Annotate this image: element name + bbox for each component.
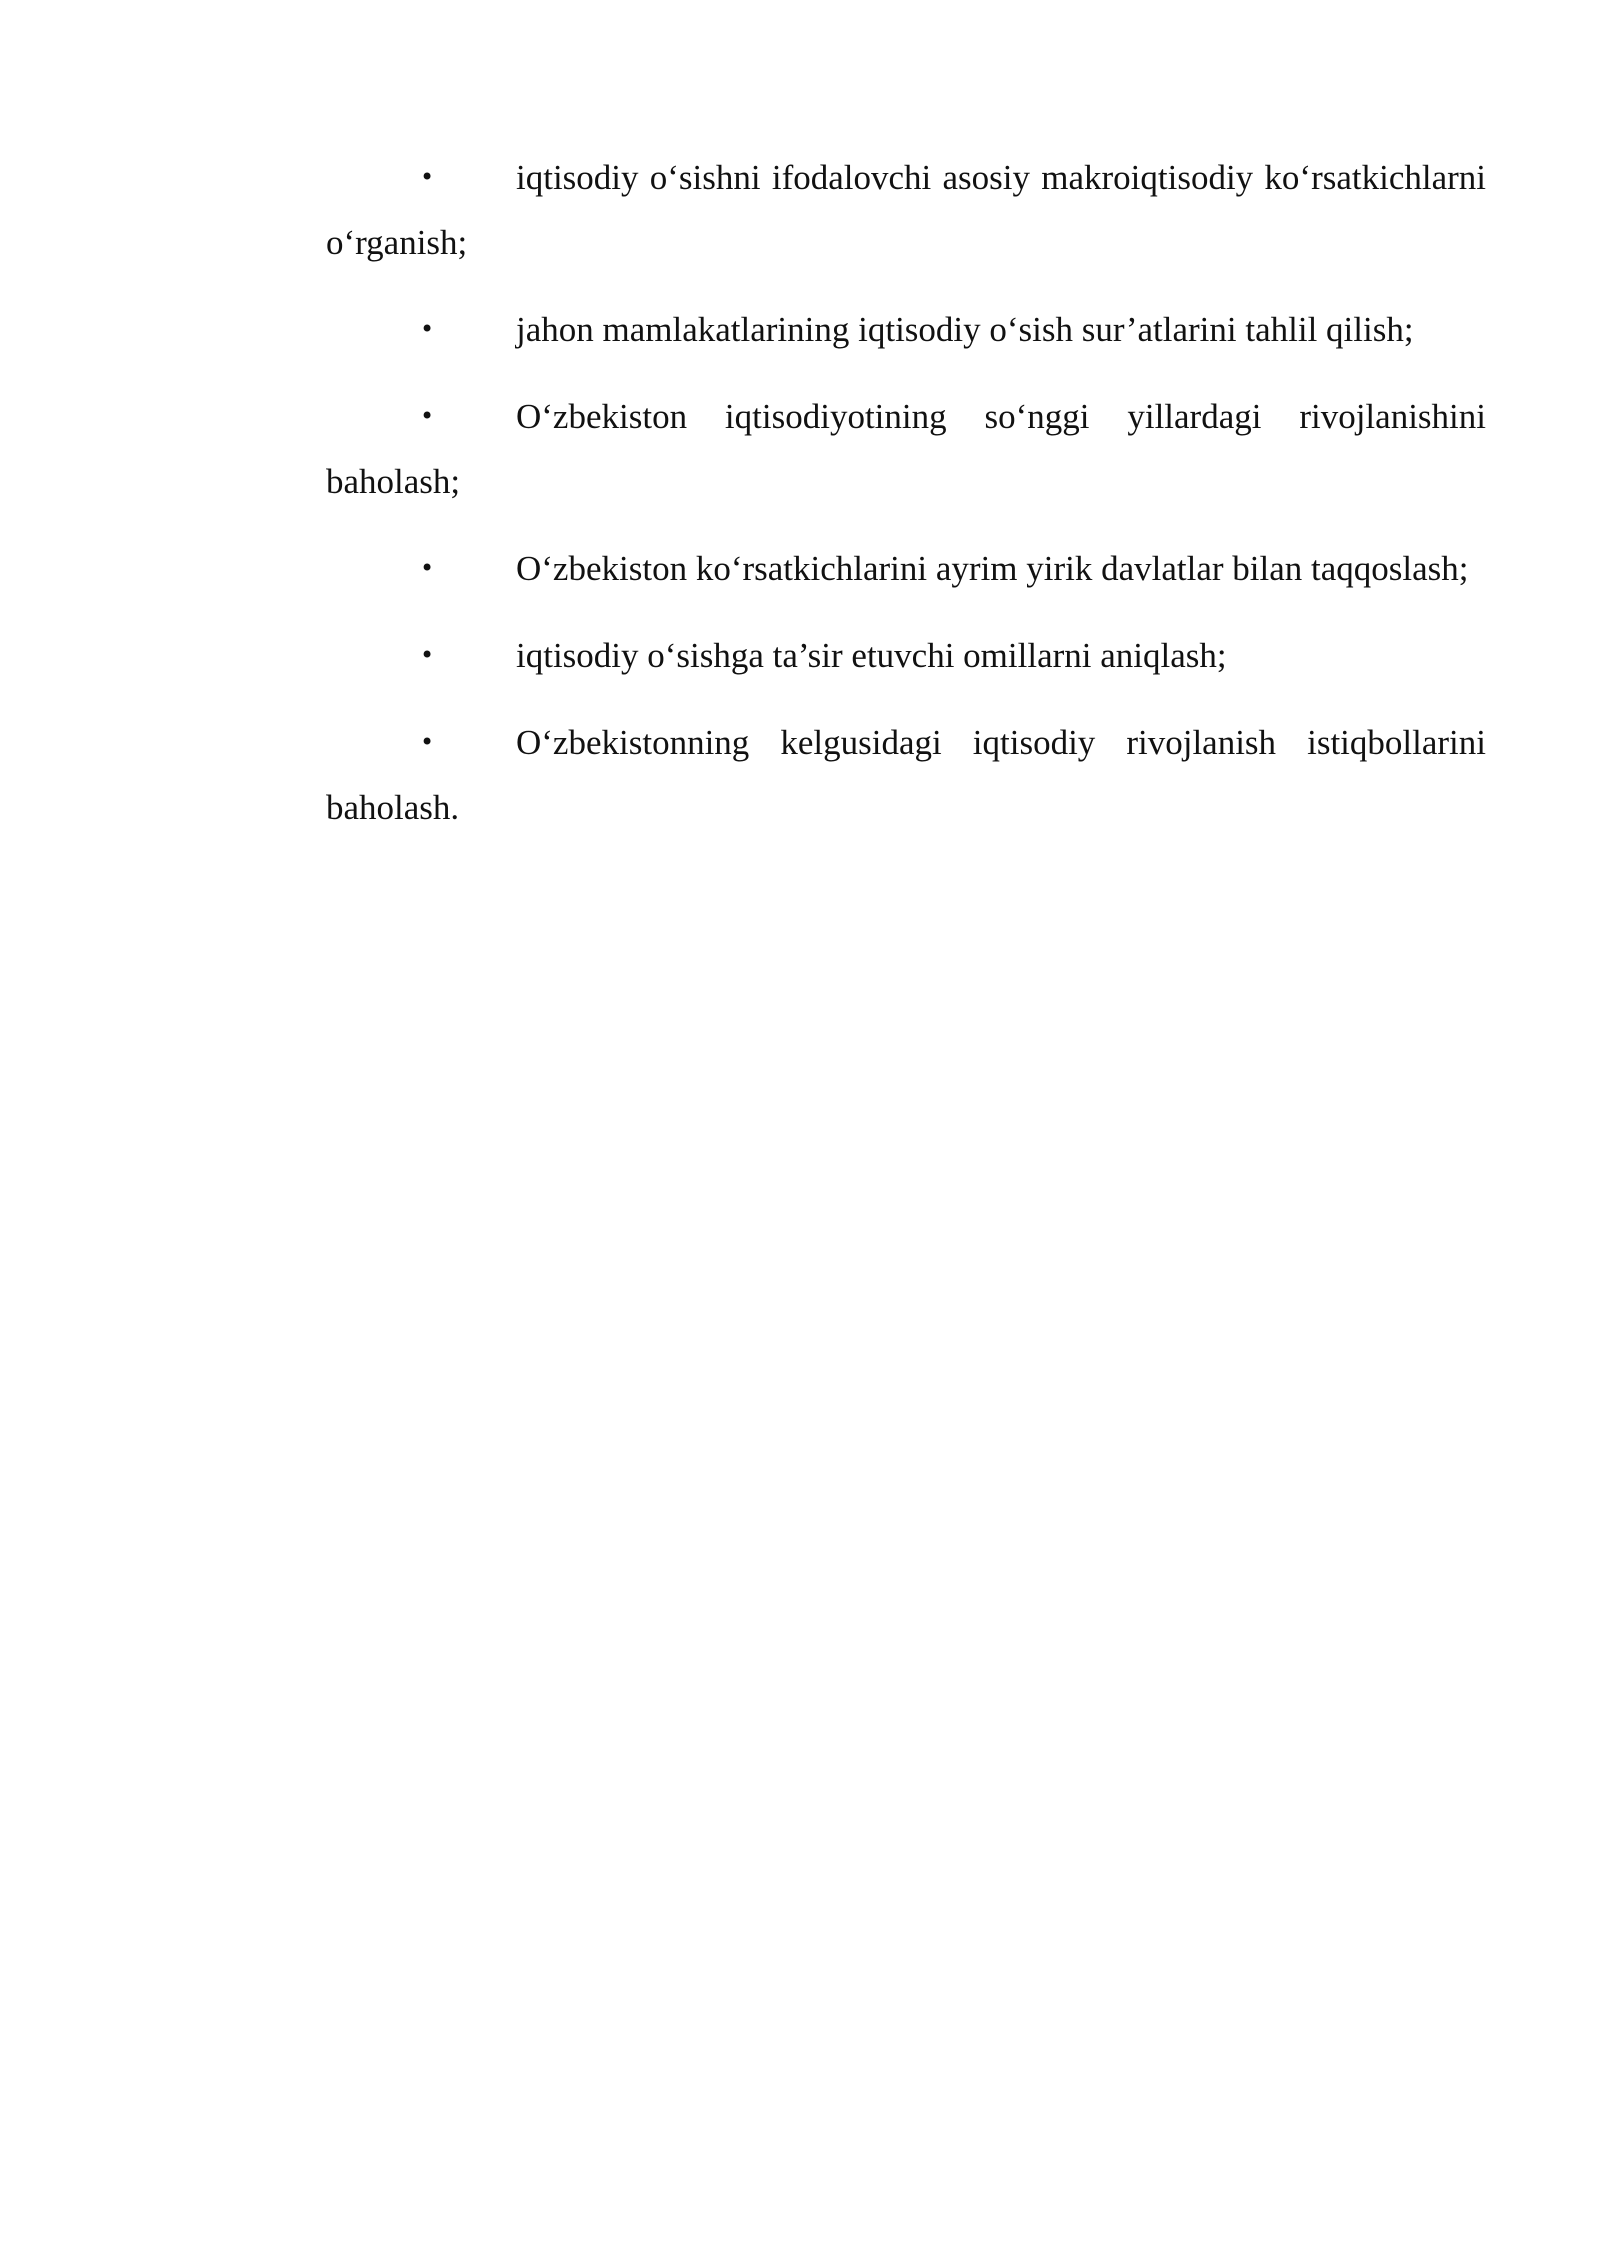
bullet-icon: •: [420, 641, 435, 669]
bullet-icon: •: [420, 163, 435, 191]
bullet-icon: •: [420, 554, 435, 582]
bullet-icon: •: [420, 402, 435, 430]
list-item: [326, 623, 1486, 688]
bullet-icon: •: [420, 315, 435, 343]
list-item-text: O‘zbekiston iqtisodiyotining so‘nggi yillardagi rivojlanishini baholash;: [326, 397, 1486, 501]
bullet-icon: •: [420, 728, 435, 756]
list-item-text: O‘zbekiston ko‘rsatkichlarini ayrim yirik davlatlar bilan taqqoslash;: [516, 549, 1469, 588]
list-item-text: iqtisodiy o‘sishni ifodalovchi asosiy makroiqtisodiy ko‘rsatkichlarni o‘rganish;: [326, 158, 1486, 262]
list-item-text: O‘zbekistonning kelgusidagi iqtisodiy rivojlanish istiqbollarini baholash.: [326, 723, 1486, 827]
list-item: [326, 297, 1486, 362]
bullet-list: [326, 145, 1486, 840]
list-item-text: iqtisodiy o‘sishga ta’sir etuvchi omillarni aniqlash;: [516, 636, 1227, 675]
list-item: [326, 145, 1486, 275]
list-item: [326, 710, 1486, 840]
list-item: [326, 536, 1486, 601]
list-item: [326, 384, 1486, 514]
list-item-text: jahon mamlakatlarining iqtisodiy o‘sish sur’atlarini tahlil qilish;: [516, 310, 1414, 349]
